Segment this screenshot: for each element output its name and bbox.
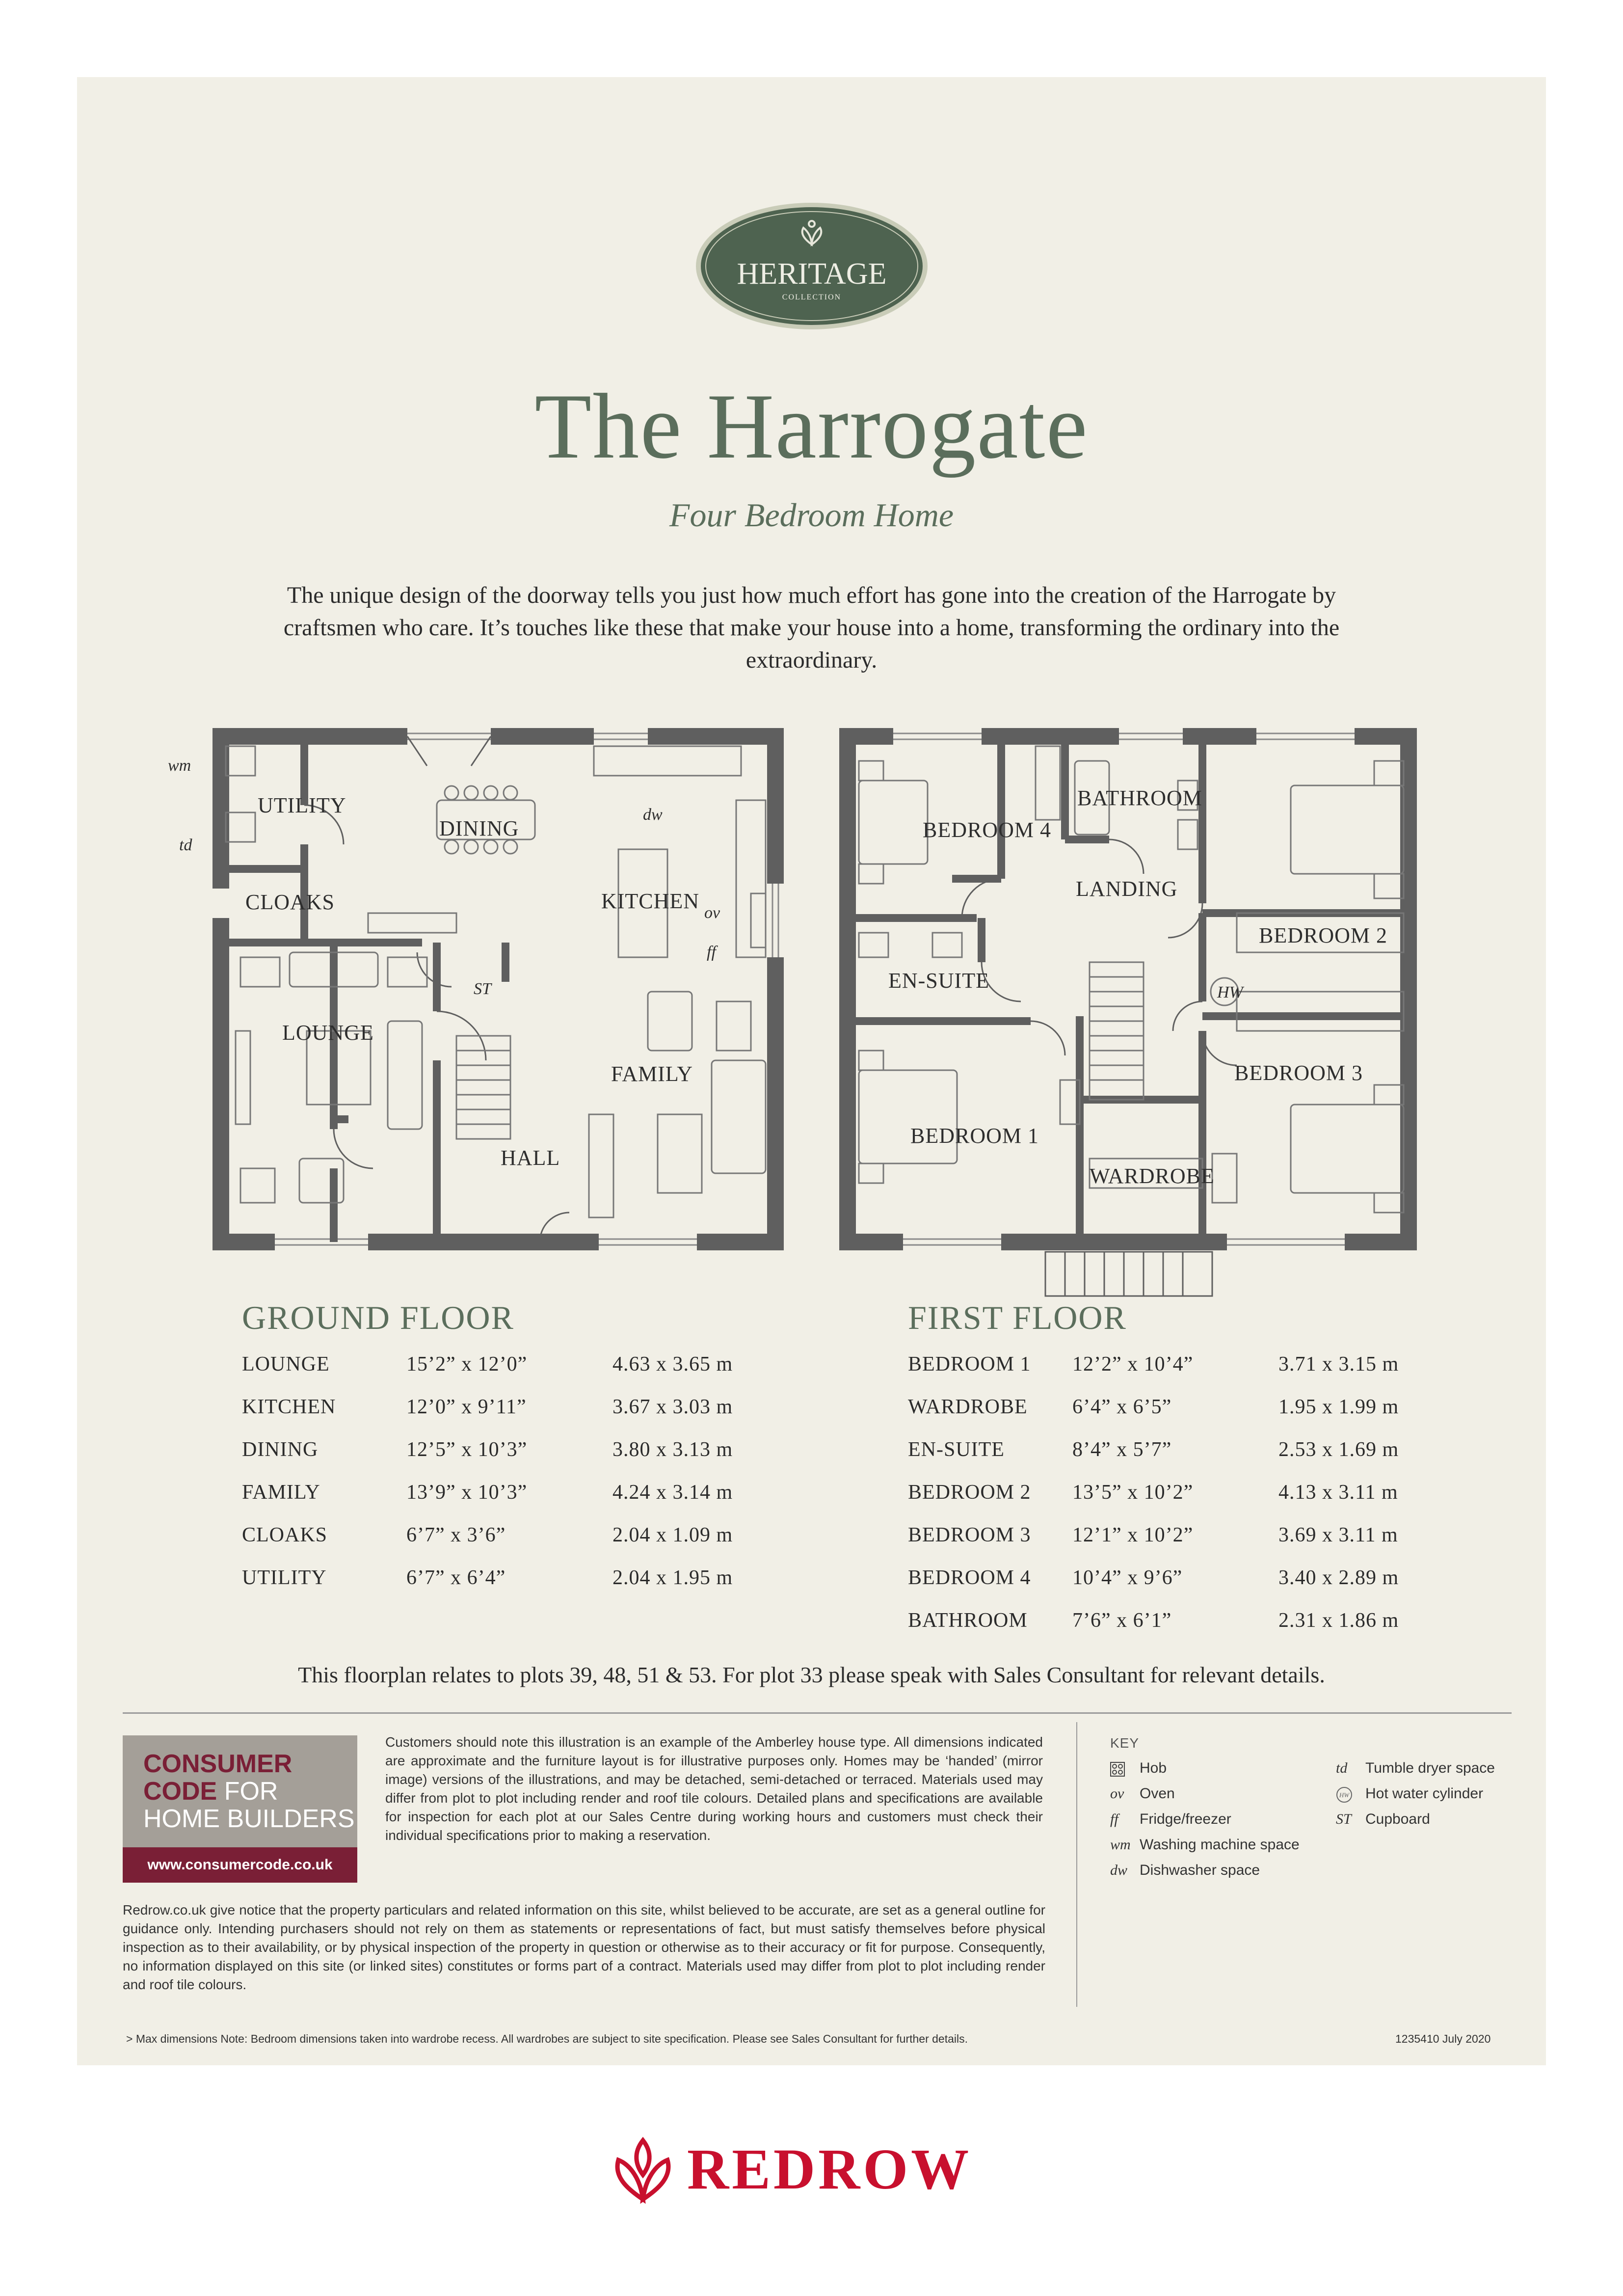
room-name: LOUNGE: [242, 1353, 330, 1376]
key-item: [1336, 1785, 1483, 1803]
disclaimer-illustration: Customers should note this illustration is an example of the Amberley house type. All dimensions indicated are approximate and the furniture layout is for illustrative purposes only. Homes may be ‘handed’ (mirror image) versions of the illustrations, and may be detached, semi-detached or terraced. Materials used may differ from plot to plot including render and roof tile colours. Detailed plans and specifications are available for inspection for each plot at our Sales Centre during working hours and customers must check their individual specifications prior to making a reservation.: [385, 1734, 1043, 1843]
label-st: ST: [474, 980, 491, 998]
room-name: FAMILY: [242, 1481, 320, 1504]
metric-dimensions: 3.80 x 3.13 m: [612, 1438, 733, 1461]
intro-paragraph: The unique design of the doorway tells you just how much effort has gone into the creation of the Harrogate by craftsmen who care. It’s touches like these that make your house into a home, transforming the ordinary into the extraordinary.: [283, 582, 1340, 673]
label-bedroom4: BEDROOM 4: [923, 818, 1052, 842]
label-wardrobe: WARDROBE: [1090, 1164, 1215, 1188]
plot-note: This floorplan relates to plots 39, 48, 51 & 53. For plot 33 please speak with Sales Consultant for relevant details.: [298, 1662, 1325, 1687]
imperial-dimensions: 13’9” x 10’3”: [406, 1481, 528, 1504]
document-reference: 1235410 July 2020: [1395, 2032, 1491, 2045]
dimension-row: [908, 1566, 1448, 1595]
dimension-row: [242, 1523, 782, 1553]
label-dw: dw: [643, 806, 663, 824]
label-hw: HW: [1217, 983, 1243, 1001]
imperial-dimensions: 10’4” x 9’6”: [1072, 1567, 1183, 1589]
key-label: Oven: [1140, 1785, 1175, 1802]
room-name: BATHROOM: [908, 1609, 1028, 1632]
key-symbol: ST: [1336, 1811, 1352, 1827]
imperial-dimensions: 6’7” x 6’4”: [406, 1567, 506, 1589]
label-kitchen: KITCHEN: [601, 889, 700, 913]
consumer-code-heading: CONSUMER CODE FOR: [143, 1750, 293, 1806]
hob-icon: [1110, 1760, 1140, 1777]
label-wm: wm: [168, 756, 191, 775]
ground-floor-heading: GROUND FLOOR: [242, 1299, 514, 1336]
imperial-dimensions: 13’5” x 10’2”: [1072, 1481, 1194, 1504]
redrow-logo: [609, 2131, 1021, 2204]
room-name: BEDROOM 2: [908, 1481, 1031, 1504]
key-label: Hot water cylinder: [1365, 1785, 1484, 1802]
key-symbol: ff: [1110, 1811, 1118, 1827]
dimension-row: [242, 1481, 782, 1510]
consumer-code-url[interactable]: www.consumercode.co.uk: [123, 1847, 357, 1883]
footnote: > Max dimensions Note: Bedroom dimensions taken into wardrobe recess. All wardrobes are subject to site specification. Please see Sales Consultant for further details.: [126, 2032, 968, 2045]
dimension-row: [908, 1481, 1448, 1510]
disclaimer-particulars: Redrow.co.uk give notice that the property particulars and related information on this site, whilst believed to be accurate, are set as a general outline for guidance only. Intending purchasers should not rely on them as statements or representations of fact, but must satisfy themselves before physical inspection as to their availability, or by physical inspection of the property in question or otherwise as to their accuracy or fit for purpose. Consequently, no information displayed on this site (or linked sites) constitutes or forms part of a contract. Materials used may differ from plot to plot including render and roof tile colours.: [123, 1902, 1045, 1992]
redrow-wordmark: REDROW: [687, 2137, 972, 2201]
label-ensuite: EN-SUITE: [888, 969, 989, 993]
imperial-dimensions: 15’2” x 12’0”: [406, 1353, 528, 1376]
room-name: WARDROBE: [908, 1396, 1028, 1418]
label-ff: ff: [707, 943, 716, 961]
svg-text:HW: HW: [1339, 1791, 1350, 1799]
metric-dimensions: 3.67 x 3.03 m: [612, 1396, 733, 1418]
metric-dimensions: 3.71 x 3.15 m: [1278, 1353, 1399, 1376]
imperial-dimensions: 8’4” x 5’7”: [1072, 1438, 1172, 1461]
front-steps: [1045, 1252, 1212, 1296]
label-family: FAMILY: [611, 1062, 693, 1086]
metric-dimensions: 1.95 x 1.99 m: [1278, 1396, 1399, 1418]
first-floor-plan: [834, 727, 1472, 1306]
key-item: [1110, 1862, 1260, 1879]
key-item: [1110, 1785, 1175, 1802]
consumer-code-badge: [123, 1735, 357, 1883]
key-item: [1336, 1811, 1430, 1828]
room-name: UTILITY: [242, 1567, 327, 1589]
imperial-dimensions: 6’7” x 3’6”: [406, 1524, 506, 1546]
key-item: [1110, 1760, 1167, 1777]
imperial-dimensions: 12’2” x 10’4”: [1072, 1353, 1194, 1376]
metric-dimensions: 4.24 x 3.14 m: [612, 1481, 733, 1504]
dimension-row: [908, 1523, 1448, 1553]
room-name: BEDROOM 1: [908, 1353, 1031, 1376]
heritage-wordmark: HERITAGE: [737, 257, 887, 291]
room-name: CLOAKS: [242, 1524, 328, 1546]
page-subtitle: Four Bedroom Home: [669, 496, 954, 534]
key-label: Cupboard: [1365, 1811, 1430, 1827]
metric-dimensions: 3.40 x 2.89 m: [1278, 1567, 1399, 1589]
first-room-labels: [888, 786, 1387, 1188]
label-ov: ov: [704, 904, 720, 922]
collection-wordmark: COLLECTION: [782, 293, 842, 301]
key-list-left: [1110, 1760, 1336, 1888]
first-floor-heading: FIRST FLOOR: [908, 1299, 1127, 1336]
label-dining: DINING: [439, 816, 519, 840]
page-title: The Harrogate: [534, 375, 1089, 478]
imperial-dimensions: 12’1” x 10’2”: [1072, 1524, 1194, 1546]
key-symbol: wm: [1110, 1837, 1131, 1853]
heritage-collection-logo: [694, 201, 929, 331]
imperial-dimensions: 6’4” x 6’5”: [1072, 1396, 1172, 1418]
metric-dimensions: 2.04 x 1.95 m: [612, 1567, 733, 1589]
key-label: Dishwasher space: [1140, 1862, 1260, 1878]
label-bedroom3: BEDROOM 3: [1234, 1061, 1363, 1085]
hot-water-cylinder-icon: [1336, 1785, 1365, 1803]
dimension-row: [908, 1609, 1448, 1638]
metric-dimensions: 2.04 x 1.09 m: [612, 1524, 733, 1546]
divider-line: [123, 1712, 1512, 1714]
metric-dimensions: 2.31 x 1.86 m: [1278, 1609, 1399, 1632]
key-item: [1110, 1811, 1231, 1828]
imperial-dimensions: 12’5” x 10’3”: [406, 1438, 528, 1461]
dimension-row: [242, 1395, 782, 1425]
label-cloaks: CLOAKS: [245, 890, 335, 914]
room-name: KITCHEN: [242, 1396, 336, 1418]
dimension-row: [908, 1352, 1448, 1382]
label-landing: LANDING: [1076, 877, 1178, 901]
metric-dimensions: 4.63 x 3.65 m: [612, 1353, 733, 1376]
ground-floor-plan: [162, 727, 800, 1267]
label-utility: UTILITY: [258, 793, 346, 817]
key-symbol: td: [1336, 1760, 1348, 1776]
key-label: Tumble dryer space: [1365, 1760, 1495, 1776]
key-label: Fridge/freezer: [1140, 1811, 1231, 1827]
room-name: BEDROOM 3: [908, 1524, 1031, 1546]
key-list-right: [1336, 1760, 1532, 1858]
dimension-row: [242, 1566, 782, 1595]
room-name: DINING: [242, 1438, 319, 1461]
redrow-leaf-icon: [617, 2140, 668, 2199]
imperial-dimensions: 12’0” x 9’11”: [406, 1396, 527, 1418]
key-label: Hob: [1140, 1760, 1167, 1776]
dimension-row: [908, 1395, 1448, 1425]
dimension-row: [242, 1438, 782, 1467]
key-heading: KEY: [1110, 1735, 1140, 1751]
room-name: EN-SUITE: [908, 1438, 1005, 1461]
label-lounge: LOUNGE: [282, 1021, 374, 1045]
key-symbol: dw: [1110, 1862, 1128, 1878]
label-hall: HALL: [501, 1146, 560, 1170]
key-symbol: ov: [1110, 1785, 1124, 1802]
label-td: td: [179, 836, 192, 854]
key-item: [1336, 1760, 1495, 1777]
room-name: BEDROOM 4: [908, 1567, 1031, 1589]
key-item: [1110, 1837, 1300, 1853]
dimension-row: [908, 1438, 1448, 1467]
imperial-dimensions: 7’6” x 6’1”: [1072, 1609, 1172, 1632]
key-label: Washing machine space: [1140, 1837, 1300, 1853]
metric-dimensions: 4.13 x 3.11 m: [1278, 1481, 1398, 1504]
metric-dimensions: 3.69 x 3.11 m: [1278, 1524, 1398, 1546]
key-divider: [1076, 1722, 1077, 2007]
label-bathroom: BATHROOM: [1077, 786, 1202, 810]
label-bedroom2: BEDROOM 2: [1259, 923, 1388, 947]
metric-dimensions: 2.53 x 1.69 m: [1278, 1438, 1399, 1461]
label-bedroom1: BEDROOM 1: [910, 1124, 1039, 1148]
dimension-row: [242, 1352, 782, 1382]
consumer-code-subheading: HOME BUILDERS: [143, 1805, 355, 1833]
